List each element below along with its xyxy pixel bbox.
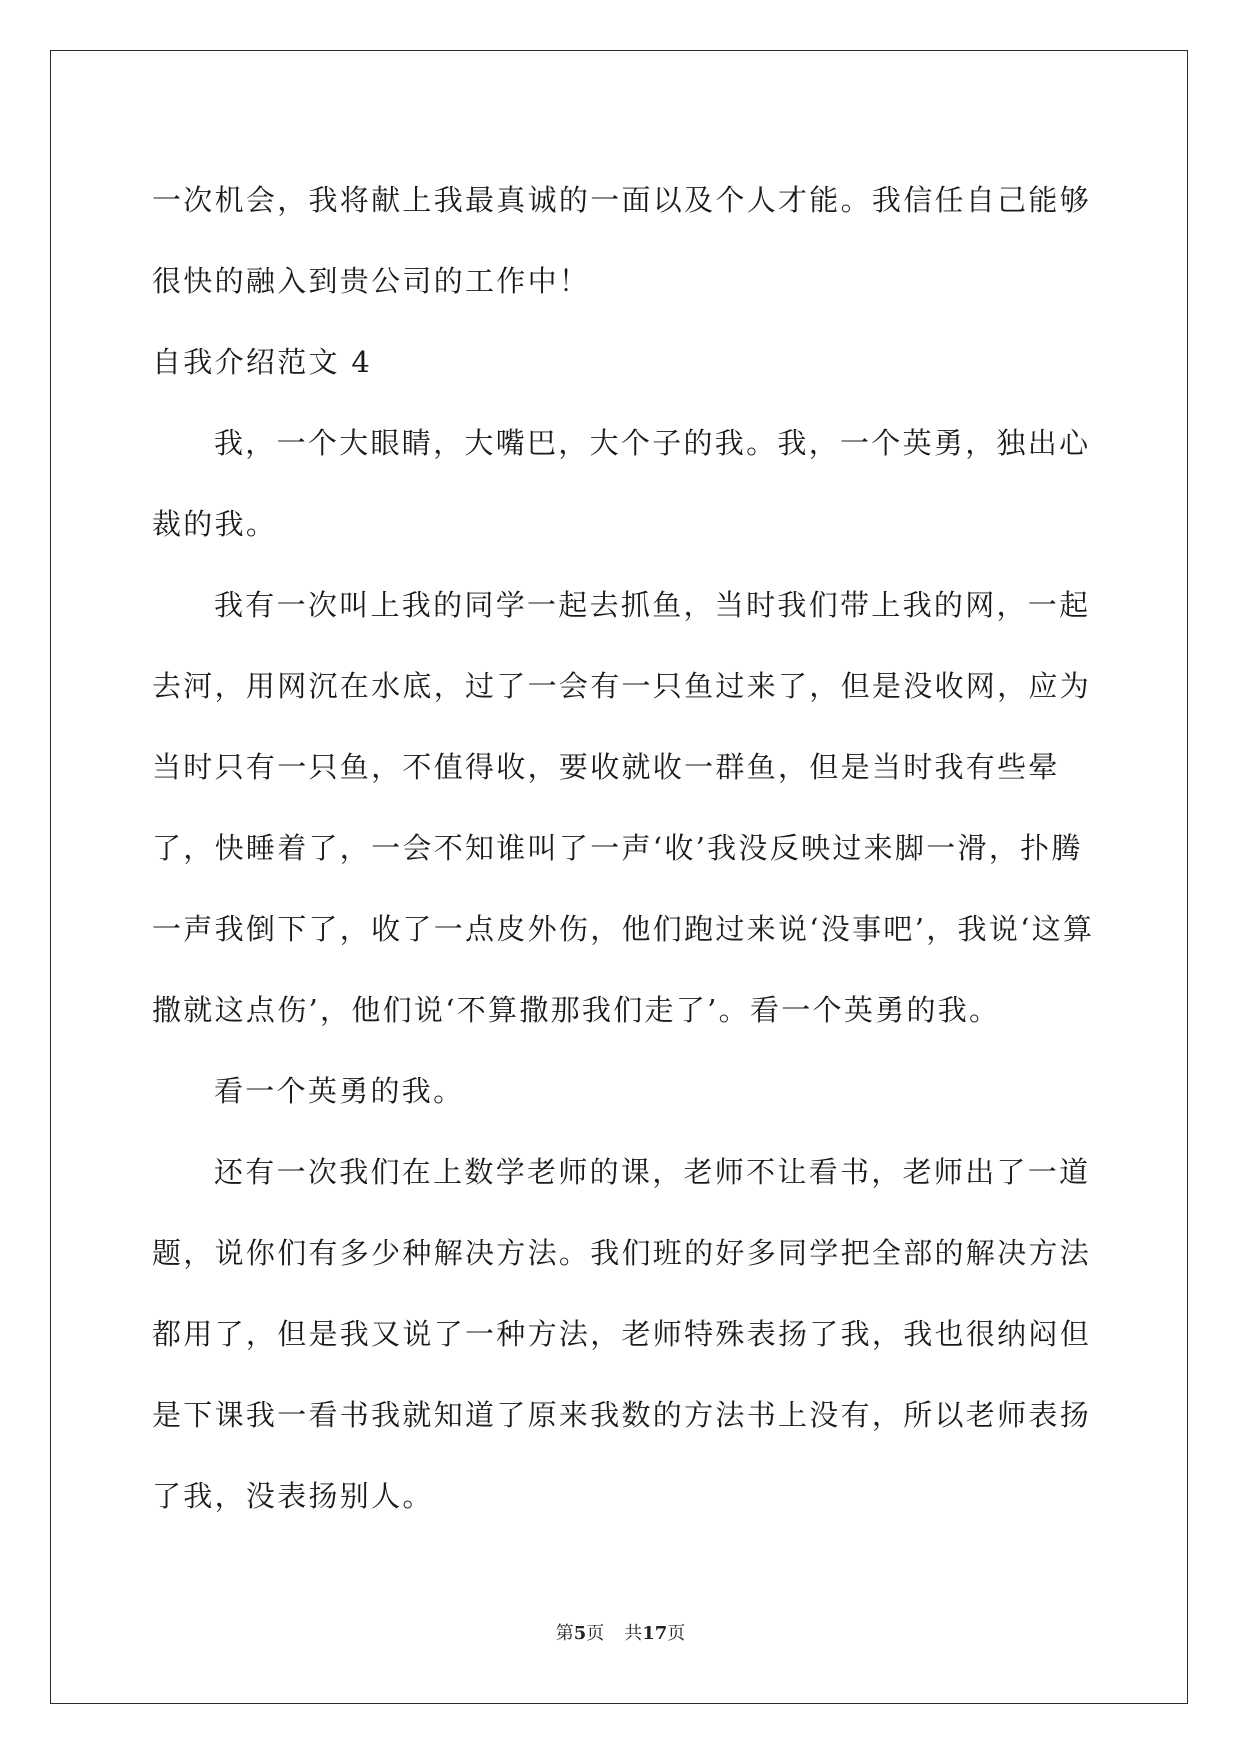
total-prefix: 共 (624, 1623, 643, 1644)
paragraph: 我，一个大眼睛，大嘴巴，大个子的我。我，一个英勇，独出心裁的我。 (152, 426, 1091, 541)
total-suffix: 页 (667, 1623, 686, 1644)
page-footer (0, 1619, 1241, 1645)
page-prefix: 第 (555, 1623, 574, 1644)
continuation-paragraph (152, 160, 1112, 322)
paragraph: 我有一次叫上我的同学一起去抓鱼，当时我们带上我的网，一起去河，用网沉在水底，过了一会有一只鱼过来了，但是没收网，应为当时只有一只鱼，不值得收，要收就收一群鱼，但是当时我有些晕了，快睡着了，一会不知谁叫了一声‘收’我没反映过来脚一滑，扑腾一声我倒下了，收了一点皮外伤，他们跑过来说‘没事吧’，我说‘这算撒就这点伤’，他们说‘不算撒那我们走了’。看一个英勇的我。 (152, 588, 1095, 1027)
page-suffix: 页 (586, 1623, 605, 1644)
document-body (152, 160, 1112, 1537)
page-total: 17 (642, 1623, 668, 1644)
section-title: 自我介绍范文 4 (152, 345, 373, 379)
text-line: 很快的融入到贵公司的工作中！ (152, 264, 591, 298)
text-line: 一次机会，我将献上我最真诚的一面以及个人才能。我信任自己能够 (152, 183, 1092, 217)
page-current: 5 (573, 1623, 587, 1644)
paragraph: 还有一次我们在上数学老师的课，老师不让看书，老师出了一道题，说你们有多少种解决方法。我们班的好多同学把全部的解决方法都用了，但是我又说了一种方法，老师特殊表扬了我，我也很纳闷但是下课我一看书我就知道了原来我数的方法书上没有，所以老师表扬了我，没表扬别人。 (152, 1155, 1092, 1513)
paragraph: 看一个英勇的我。 (214, 1074, 465, 1108)
